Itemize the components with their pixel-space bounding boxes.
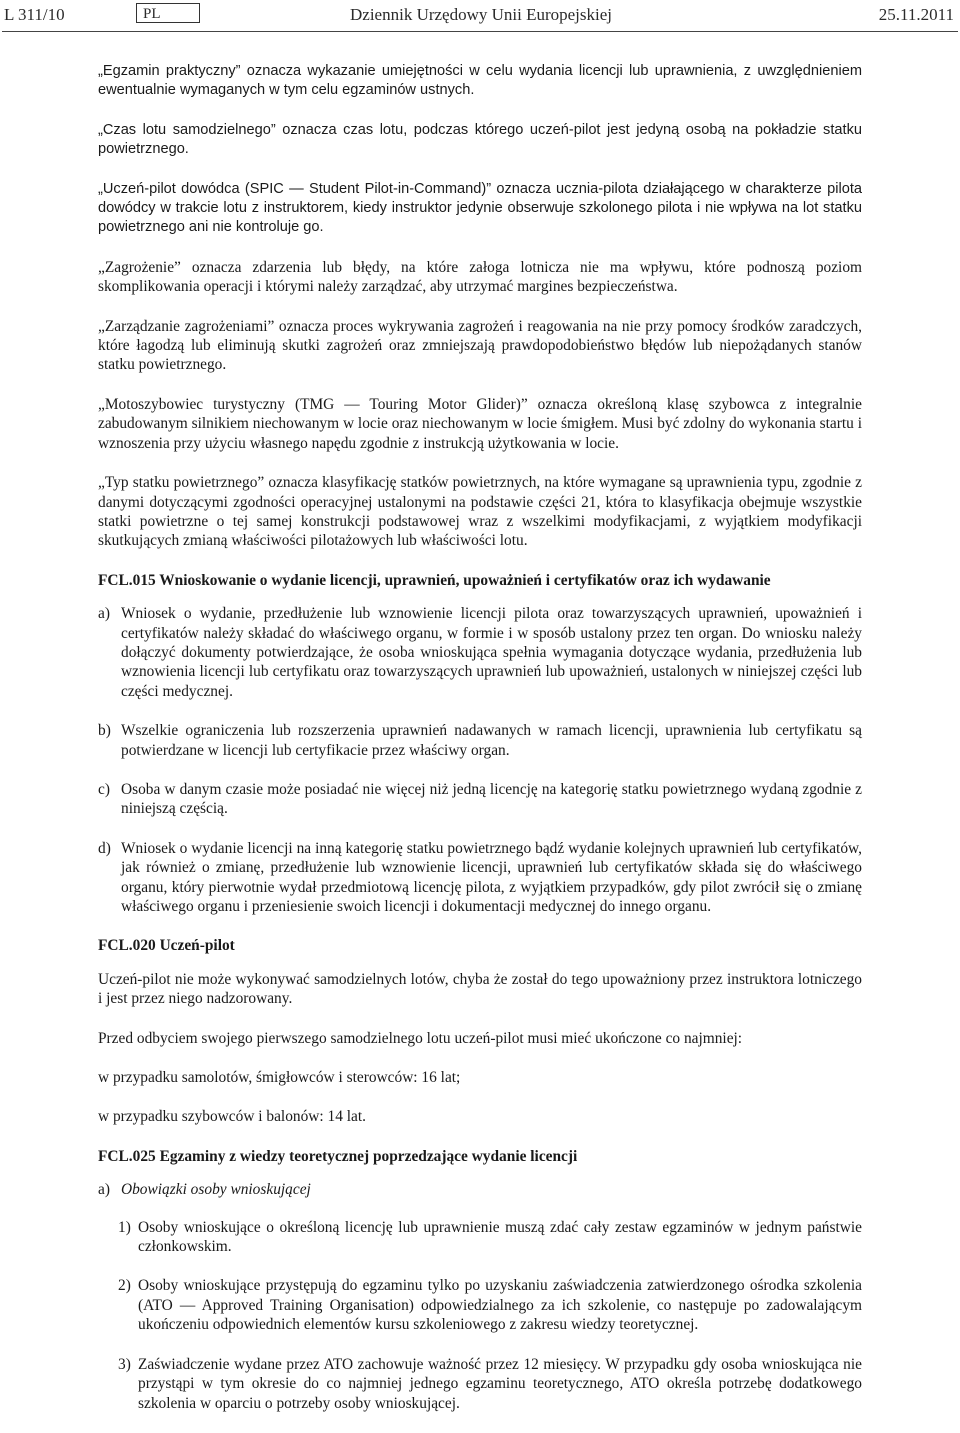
item-label: d) — [98, 839, 111, 857]
item-text: Wniosek o wydanie, przedłużenie lub wznowienie licencji pilota oraz towarzyszących uprawnień, upoważnień i certyfikatów należy składać do właściwego organu, w formie i w sposób ustalony przez ten organ. Do wniosku należy dołączyć dokumenty potwierdzające, że osoba wnioskująca spełnia wymagania dotyczące wydania, przedłużenia lub wznowienia licencji lub certyfikatu oraz towarzyszących uprawnień lub upoważnień, ustalonych w niniejszej części lub części medycznej. — [121, 605, 862, 700]
item-label: 1) — [118, 1218, 131, 1236]
list-item — [98, 839, 862, 917]
list-item — [98, 721, 862, 760]
definition-threat-management: „Zarządzanie zagrożeniami” oznacza proces wykrywania zagrożeń i reagowania na nie przy pomocy środków zaradczych, które łagodzą lub eliminują skutki zagrożeń oraz zmniejszają prawdopodobieństwo błędów lub niepożądanych stanów statku powietrznego. — [98, 317, 862, 374]
language-box: PL — [136, 3, 200, 23]
page-header — [0, 0, 960, 30]
paragraph: w przypadku samolotów, śmigłowców i sterowców: 16 lat; — [98, 1069, 461, 1087]
definition-practical-exam: „Egzamin praktyczny” oznacza wykazanie umiejętności w celu wydania licencji lub uprawnienia, z uwzględnieniem ewentualnie wymaganych w tym celu egzaminów ustnych. — [98, 63, 862, 99]
definition-spic: „Uczeń-pilot dowódca (SPIC — Student Pilot-in-Command)” oznacza ucznia-pilota działającego w charakterze pilota dowódcy w trakcie lotu z instruktorem, kiedy instruktor jedynie obserwuje szkolonego pilota i nie wpływa na lot statku powietrznego ani nie kontroluje go. — [98, 180, 862, 236]
item-text: Zaświadczenie wydane przez ATO zachowuje ważność przez 12 miesięcy. W przypadku gdy osoba wnioskująca nie przystąpi w tym okresie do co najmniej jednego egzaminu teoretycznego, ATO określa potrzebę dodatkowego szkolenia w oparciu o potrzeby osoby wnioskującej. — [138, 1355, 862, 1412]
definition-aircraft-type: „Typ statku powietrznego” oznacza klasyfikację statków powietrznych, na które wymagane są uprawnienia typu, zgodnie z danymi dotyczącymi zgodności operacyjnej ustalonymi na podstawie części 21, która to klasyfikacja obejmuje wszystkie statki powietrzne o tej samej konstrukcji podstawowej wraz z wszelkimi modyfikacjami, z wyjątkiem modyfikacji skutkujących zmianą właściwości pilotażowych lub właściwości lotu. — [98, 474, 862, 550]
oj-reference: L 311/10 — [4, 5, 65, 24]
section-heading-fcl025: FCL.025 Egzaminy z wiedzy teoretycznej poprzedzające wydanie licencji — [98, 1147, 578, 1165]
paragraph: Uczeń-pilot nie może wykonywać samodzielnych lotów, chyba że został do tego upoważniony przez instruktora lotniczego i jest przez niego nadzorowany. — [98, 970, 862, 1008]
item-text: Osoby wnioskujące o określoną licencję lub uprawnienie muszą zdać cały zestaw egzaminów w jednym państwie członkowskim. — [138, 1218, 862, 1256]
publication-date: 25.11.2011 — [878, 5, 954, 24]
item-text: Osoba w danym czasie może posiadać nie więcej niż jedną licencję na kategorię statku powietrznego wydaną zgodnie z niniejszą częścią. — [121, 780, 862, 818]
definition-solo-flight-time: „Czas lotu samodzielnego” oznacza czas lotu, podczas którego uczeń-pilot jest jedyną osobą na pokładzie statku powietrznego. — [98, 121, 862, 158]
section-heading-fcl020: FCL.020 Uczeń-pilot — [98, 937, 235, 955]
header-divider — [2, 31, 958, 32]
item-label: 2) — [118, 1277, 131, 1295]
paragraph: w przypadku szybowców i balonów: 14 lat. — [98, 1108, 366, 1126]
subsection-title — [98, 1180, 862, 1199]
list-item — [98, 780, 862, 819]
document-body — [98, 62, 862, 1433]
journal-title: Dziennik Urzędowy Unii Europejskiej — [350, 5, 613, 24]
list-item — [98, 1276, 862, 1334]
list-item — [98, 604, 862, 701]
item-label: b) — [98, 722, 111, 740]
item-label: a) — [98, 1181, 110, 1199]
item-text: Wszelkie ograniczenia lub rozszerzenia uprawnień nadawanych w ramach licencji, uprawnienia lub certyfikatu są potwierdzane w licencji lub certyfikacie przez właściwy organ. — [121, 722, 862, 759]
section-heading-fcl015: FCL.015 Wnioskowanie o wydanie licencji, uprawnień, upoważnień i certyfikatów oraz ich wydawanie — [98, 571, 771, 589]
list-item — [98, 1218, 862, 1257]
item-label: c) — [98, 780, 110, 798]
definition-threat: „Zagrożenie” oznacza zdarzenia lub błędy, na które załoga lotnicza nie ma wpływu, które podnoszą poziom skomplikowania operacji i którymi należy zarządzać, aby utrzymać margines bezpieczeństwa. — [98, 258, 862, 296]
item-text: Osoby wnioskujące przystępują do egzaminu tylko po uzyskaniu zaświadczenia zatwierdzonego ośrodka szkolenia (ATO — Approved Training Organisation) odpowiedzialnego za ich szkolenie, co następuje po zadowalającym ukończeniu odpowiednich elementów kursu szkoleniowego z zakresu wiedzy teoretycznej. — [138, 1277, 862, 1334]
item-label: a) — [98, 605, 110, 623]
subsection-title-text: Obowiązki osoby wnioskującej — [121, 1181, 311, 1199]
list-item — [98, 1355, 862, 1413]
item-text: Wniosek o wydanie licencji na inną kategorię statku powietrznego bądź wydanie kolejnych uprawnień lub certyfikatów, jak również o zmianę, przedłużenie lub wznowienie licencji, uprawnień lub certyfikatów składa się do właściwego organu, który pierwotnie wydał przedmiotową licencję pilota, z wyjątkiem przypadków, gdy pilot zwrócił się o zmianę właściwego organu i przeniesienie swoich licencji i dokumentacji medycznej do innego organu. — [121, 839, 862, 915]
item-label: 3) — [118, 1355, 131, 1373]
paragraph: Przed odbyciem swojego pierwszego samodzielnego lotu uczeń-pilot musi mieć ukończone co najmniej: — [98, 1029, 743, 1047]
definition-tmg: „Motoszybowiec turystyczny (TMG — Touring Motor Glider)” oznacza określoną klasę szybowca z integralnie zabudowanym silnikiem niechowanym w locie oraz niechowanym w locie śmigłem. Musi być zdolny do wykonania startu i wznoszenia przy użyciu własnego napędu zgodnie z instrukcją użytkowania w locie. — [98, 395, 862, 452]
